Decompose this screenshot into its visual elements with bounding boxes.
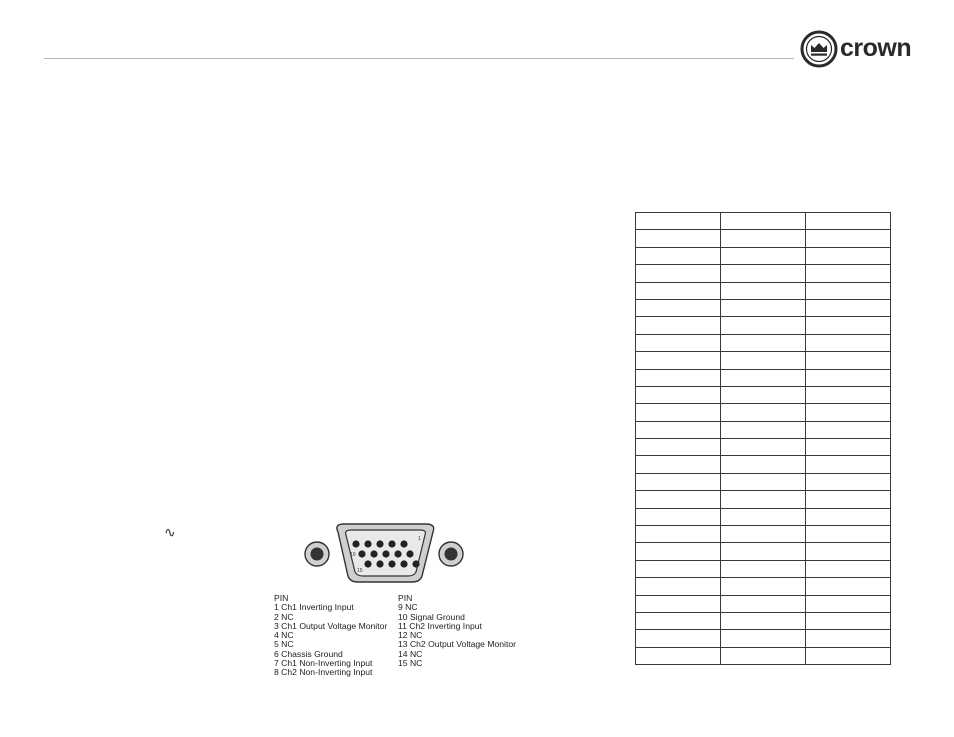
- table-row: [636, 247, 891, 264]
- table-cell: [636, 595, 721, 612]
- table-cell: [636, 491, 721, 508]
- table-row: [636, 334, 891, 351]
- table-cell: [806, 647, 891, 664]
- pin-row: 3 Ch1 Output Voltage Monitor: [274, 620, 388, 631]
- table-cell: [636, 386, 721, 403]
- table-row: [636, 421, 891, 438]
- table-row: [636, 630, 891, 647]
- table-row: [636, 612, 891, 629]
- table-cell: [721, 282, 806, 299]
- table-row: [636, 282, 891, 299]
- table-row: [636, 543, 891, 560]
- pin-row: 4 NC: [274, 630, 294, 641]
- table-row: [636, 560, 891, 577]
- pin-row: 10 Signal Ground: [398, 611, 465, 622]
- table-cell: [806, 630, 891, 647]
- connector-pin: [388, 560, 395, 567]
- table-cell: [721, 456, 806, 473]
- table-cell: [636, 299, 721, 316]
- table-cell: [721, 560, 806, 577]
- table-row: [636, 317, 891, 334]
- table-cell: [636, 508, 721, 525]
- connector-pin: [376, 560, 383, 567]
- table-cell: [806, 213, 891, 230]
- table-cell: [806, 334, 891, 351]
- table-cell: [721, 439, 806, 456]
- crown-logo-icon: [800, 30, 838, 68]
- table-cell: [721, 543, 806, 560]
- pin-list-left: [274, 594, 387, 678]
- table-cell: [636, 213, 721, 230]
- table-row: [636, 647, 891, 664]
- connector-pin: [358, 550, 365, 557]
- table-cell: [721, 526, 806, 543]
- table-cell: [636, 317, 721, 334]
- table-row: [636, 369, 891, 386]
- header-rule: [44, 58, 794, 59]
- table-cell: [636, 473, 721, 490]
- table-cell: [636, 578, 721, 595]
- table-cell: [806, 386, 891, 403]
- table-cell: [721, 317, 806, 334]
- table-row: [636, 213, 891, 230]
- brand-logo: [800, 28, 916, 70]
- connector-pin: [364, 540, 371, 547]
- table-cell: [636, 369, 721, 386]
- connector-pin: [412, 560, 419, 567]
- pin-row: 5 NC: [274, 639, 294, 650]
- pin-row: 2 NC: [274, 611, 294, 622]
- table-cell: [636, 265, 721, 282]
- table-cell: [806, 526, 891, 543]
- table-row: [636, 578, 891, 595]
- table-cell: [721, 421, 806, 438]
- pin-header: PIN: [398, 593, 413, 603]
- table-cell: [806, 508, 891, 525]
- table-cell: [721, 299, 806, 316]
- pin-row: 9 NC: [398, 602, 418, 613]
- table-cell: [806, 578, 891, 595]
- table-cell: [806, 491, 891, 508]
- table-cell: [721, 230, 806, 247]
- table-cell: [636, 334, 721, 351]
- connector-pin: [352, 540, 359, 547]
- table-row: [636, 386, 891, 403]
- table-row: [636, 595, 891, 612]
- connector-pin: [400, 540, 407, 547]
- connector-pin: [382, 550, 389, 557]
- pin-row: 1 Ch1 Inverting Input: [274, 602, 354, 613]
- table-row: [636, 473, 891, 490]
- brand-name: crown: [840, 34, 912, 62]
- connector-pin: [364, 560, 371, 567]
- ac-symbol: ∿: [164, 524, 176, 540]
- table-cell: [806, 404, 891, 421]
- table-cell: [721, 352, 806, 369]
- table-cell: [806, 473, 891, 490]
- table-cell: [721, 473, 806, 490]
- empty-specs-table: [635, 212, 891, 665]
- pin-row: 6 Chassis Ground: [274, 648, 343, 659]
- table-row: [636, 404, 891, 421]
- pin-row: 12 NC: [398, 630, 423, 641]
- table-row: [636, 526, 891, 543]
- table-cell: [721, 213, 806, 230]
- table-row: [636, 456, 891, 473]
- pin-row: 13 Ch2 Output Voltage Monitor: [398, 639, 517, 650]
- connector-pin: [388, 540, 395, 547]
- pin-row: 11 Ch2 Inverting Input: [398, 620, 482, 631]
- pin-row: 14 NC: [398, 648, 423, 659]
- table-cell: [636, 230, 721, 247]
- table-cell: [721, 404, 806, 421]
- table-cell: [721, 491, 806, 508]
- table-cell: [636, 282, 721, 299]
- table-cell: [721, 647, 806, 664]
- pin-list-right: [398, 594, 516, 668]
- table-cell: [721, 595, 806, 612]
- table-cell: [721, 578, 806, 595]
- table-cell: [721, 265, 806, 282]
- table-cell: [636, 404, 721, 421]
- table-cell: [806, 247, 891, 264]
- table-row: [636, 299, 891, 316]
- pin-label-1: 1: [418, 536, 421, 542]
- connector-pin: [406, 550, 413, 557]
- pin-label-10: 10: [350, 552, 356, 558]
- table-cell: [636, 543, 721, 560]
- table-cell: [721, 612, 806, 629]
- table-cell: [636, 352, 721, 369]
- table-cell: [806, 230, 891, 247]
- table-cell: [636, 612, 721, 629]
- table-cell: [806, 456, 891, 473]
- table-cell: [636, 247, 721, 264]
- db15-connector-icon: [300, 518, 472, 586]
- table-cell: [721, 247, 806, 264]
- connector-pin: [370, 550, 377, 557]
- table-cell: [806, 265, 891, 282]
- table-cell: [806, 612, 891, 629]
- pin-row: 15 NC: [398, 658, 423, 669]
- table-cell: [721, 369, 806, 386]
- table-cell: [721, 508, 806, 525]
- table-cell: [636, 421, 721, 438]
- table-cell: [806, 543, 891, 560]
- table-cell: [636, 647, 721, 664]
- table-row: [636, 230, 891, 247]
- table-row: [636, 508, 891, 525]
- table-cell: [636, 560, 721, 577]
- table-row: [636, 491, 891, 508]
- connector-pin: [400, 560, 407, 567]
- table-cell: [806, 595, 891, 612]
- table-cell: [721, 630, 806, 647]
- table-cell: [806, 560, 891, 577]
- table-cell: [636, 456, 721, 473]
- table-cell: [636, 439, 721, 456]
- table-cell: [806, 282, 891, 299]
- connector-pin: [394, 550, 401, 557]
- table-row: [636, 352, 891, 369]
- table-cell: [636, 526, 721, 543]
- table-row: [636, 439, 891, 456]
- table-cell: [806, 317, 891, 334]
- pin-row: 7 Ch1 Non-Inverting Input: [274, 658, 373, 669]
- table-cell: [806, 299, 891, 316]
- pin-row: 8 Ch2 Non-Inverting Input: [274, 667, 373, 678]
- table-cell: [806, 352, 891, 369]
- connector-pin: [376, 540, 383, 547]
- table-cell: [636, 630, 721, 647]
- table-cell: [721, 334, 806, 351]
- pin-label-15: 15: [357, 568, 363, 574]
- pin-header: PIN: [274, 593, 289, 603]
- table-cell: [721, 386, 806, 403]
- table-cell: [806, 439, 891, 456]
- table-cell: [806, 421, 891, 438]
- table-cell: [806, 369, 891, 386]
- table-row: [636, 265, 891, 282]
